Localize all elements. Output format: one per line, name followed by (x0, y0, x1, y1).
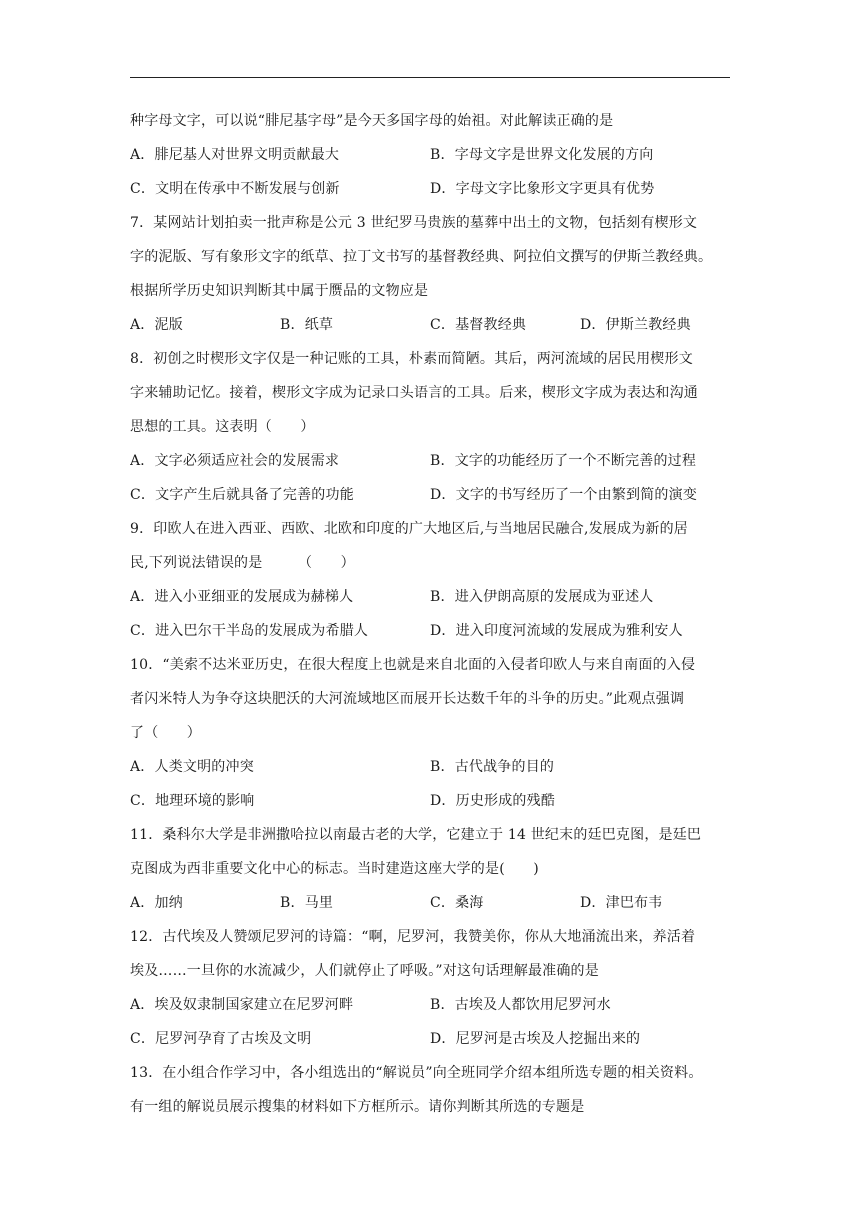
text-line: 思想的工具。这表明（ ） (130, 419, 315, 435)
text-line: 8．初创之时楔形文字仅是一种记账的工具，朴素而简陋。其后，两河流域的居民用楔形文 (130, 351, 693, 367)
answer-option: A．文字必须适应社会的发展需求 (130, 453, 340, 469)
answer-option: A．进入小亚细亚的发展成为赫梯人 (130, 589, 354, 605)
text-line: 11．桑科尔大学是非洲撒哈拉以南最古老的大学，它建立于 14 世纪末的廷巴克图，是廷巴 (130, 827, 702, 843)
option-row (130, 988, 740, 1022)
text-line: 7．某网站计划拍卖一批声称是公元 3 世纪罗马贵族的墓葬中出土的文物，包括刻有楔形文 (130, 215, 698, 231)
text-line: 种字母文字，可以说“腓尼基字母”是今天多国字母的始祖。对此解读正确的是 (130, 113, 614, 129)
answer-option: D．津巴布韦 (580, 895, 663, 911)
answer-option: D．字母文字比象形文字更具有优势 (430, 181, 655, 197)
option-row (130, 172, 740, 206)
answer-option: C．地理环境的影响 (130, 793, 255, 809)
text-line: 根据所学历史知识判断其中属于赝品的文物应是 (130, 283, 429, 299)
answer-option: B．古埃及人都饮用尼罗河水 (430, 997, 611, 1013)
text-line: 埃及……一旦你的水流减少，人们就停止了呼吸。”对这句话理解最准确的是 (130, 963, 599, 979)
answer-option: A．埃及奴隶制国家建立在尼罗河畔 (130, 997, 354, 1013)
answer-option: A．人类文明的冲突 (130, 759, 254, 775)
text-line: 12．古代埃及人赞颂尼罗河的诗篇：“啊，尼罗河，我赞美你，你从大地涌流出来，养活着 (130, 929, 696, 945)
option-row (130, 750, 740, 784)
text-line: 字来辅助记忆。接着，楔形文字成为记录口头语言的工具。后来，楔形文字成为表达和沟通 (130, 385, 698, 401)
answer-option: C．基督教经典 (430, 317, 527, 333)
option-row (130, 580, 740, 614)
answer-option: B．古代战争的目的 (430, 759, 555, 775)
answer-option: B．进入伊朗高原的发展成为亚述人 (430, 589, 654, 605)
answer-option: B．字母文字是世界文化发展的方向 (430, 147, 654, 163)
answer-option: B．文字的功能经历了一个不断完善的过程 (430, 453, 697, 469)
option-row (130, 138, 740, 172)
answer-option: D．进入印度河流域的发展成为雅利安人 (430, 623, 683, 639)
answer-option: A．泥版 (130, 317, 183, 333)
text-line: 有一组的解说员展示搜集的材料如下方框所示。请你判断其所选的专题是 (130, 1099, 585, 1115)
option-row (130, 478, 740, 512)
text-line: 了（ ） (130, 725, 201, 741)
text-line: 克图成为西非重要文化中心的标志。当时建造这座大学的是( ) (130, 861, 539, 877)
answer-option: C．尼罗河孕育了古埃及文明 (130, 1031, 312, 1047)
text-line: 9．印欧人在进入西亚、西欧、北欧和印度的广大地区后,与当地居民融合,发展成为新的居 (130, 521, 689, 537)
answer-option: B．马里 (280, 895, 334, 911)
answer-option: B．纸草 (280, 317, 334, 333)
text-line: 13．在小组合作学习中，各小组选出的“解说员”向全班同学介绍本组所选专题的相关资料。 (130, 1065, 703, 1081)
document-body (130, 104, 740, 1124)
header-rule (130, 77, 730, 78)
option-row (130, 1022, 740, 1056)
text-line: 民,下列说法错误的是 （ ） (130, 555, 355, 571)
answer-option: D．伊斯兰教经典 (580, 317, 691, 333)
option-row (130, 614, 740, 648)
option-row (130, 886, 740, 920)
answer-option: C．进入巴尔干半岛的发展成为希腊人 (130, 623, 369, 639)
option-row (130, 784, 740, 818)
answer-option: A．腓尼基人对世界文明贡献最大 (130, 147, 340, 163)
option-row (130, 308, 740, 342)
answer-option: C．文字产生后就具备了完善的功能 (130, 487, 354, 503)
text-line: 10．“美索不达米亚历史，在很大程度上也就是来自北面的入侵者印欧人与来自南面的入侵 (130, 657, 696, 673)
answer-option: D．文字的书写经历了一个由繁到简的演变 (430, 487, 698, 503)
answer-option: A．加纳 (130, 895, 183, 911)
text-line: 者闪米特人为争夺这块肥沃的大河流域地区而展开长达数千年的斗争的历史。”此观点强调 (130, 691, 685, 707)
answer-option: C．桑海 (430, 895, 484, 911)
answer-option: D．历史形成的残酷 (430, 793, 556, 809)
option-row (130, 444, 740, 478)
text-line: 字的泥版、写有象形文字的纸草、拉丁文书写的基督教经典、阿拉伯文撰写的伊斯兰教经典。 (130, 249, 713, 265)
answer-option: C．文明在传承中不断发展与创新 (130, 181, 340, 197)
answer-option: D．尼罗河是古埃及人挖掘出来的 (430, 1031, 641, 1047)
